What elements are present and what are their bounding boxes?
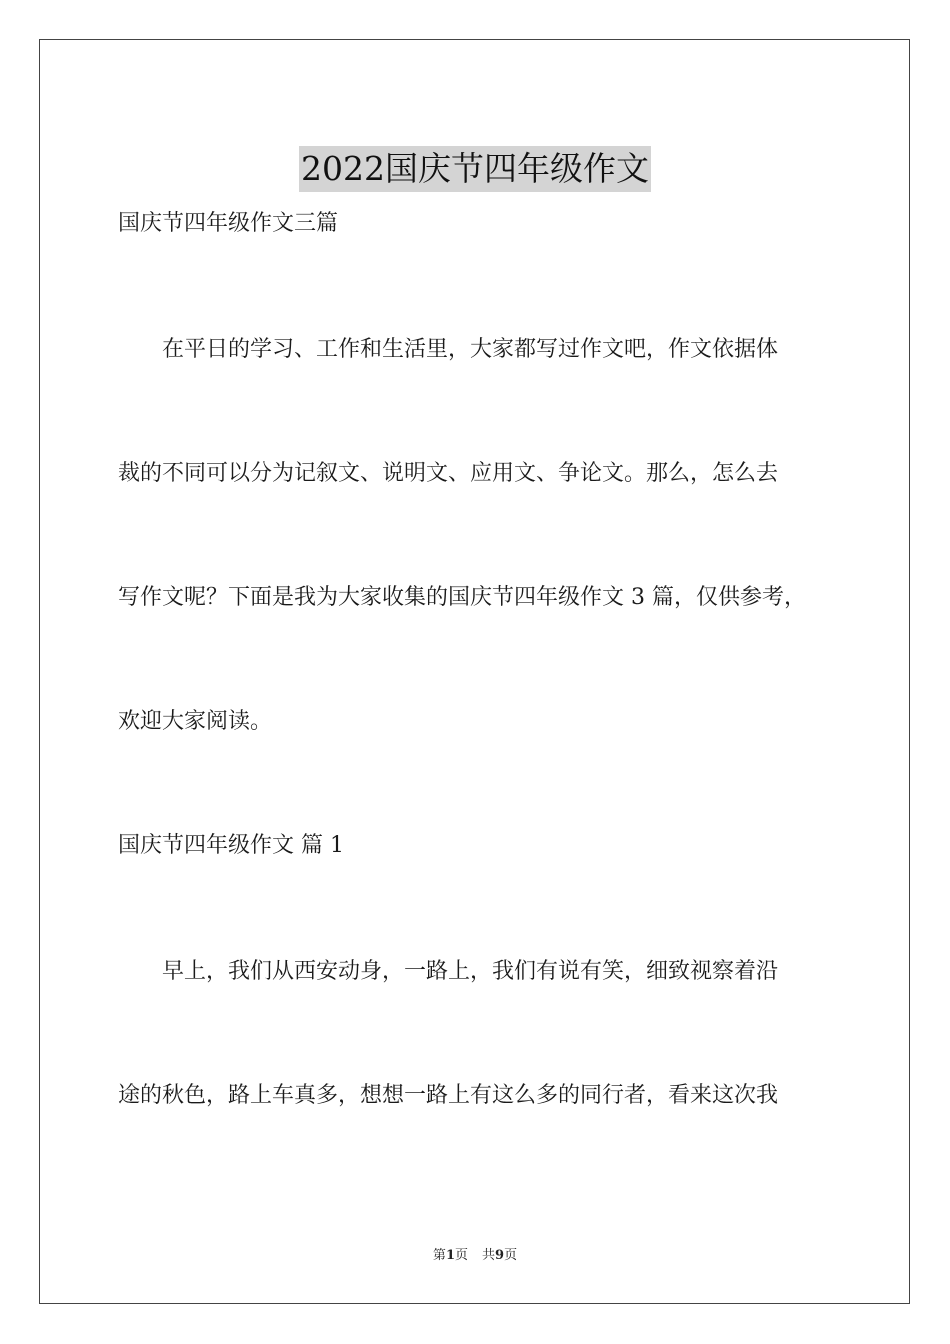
section-heading: 国庆节四年级作文 篇 1	[118, 833, 344, 858]
title-container	[0, 124, 950, 214]
paragraph-line: 写作文呢？下面是我为大家收集的国庆节四年级作文 3 篇，仅供参考，	[118, 585, 806, 610]
document-title: 2022国庆节四年级作文	[299, 146, 651, 192]
paragraph-line: 早上，我们从西安动身，一路上，我们有说有笑，细致视察着沿	[118, 959, 779, 984]
footer-page-current: 1	[445, 1248, 455, 1263]
document-subtitle: 国庆节四年级作文三篇	[118, 211, 339, 236]
paragraph-line: 欢迎大家阅读。	[118, 709, 273, 734]
page-footer	[0, 1246, 950, 1266]
footer-page-total: 9	[495, 1248, 505, 1263]
paragraph-line: 途的秋色，路上车真多，想想一路上有这么多的同行者，看来这次我	[118, 1083, 779, 1108]
paragraph-line: 裁的不同可以分为记叙文、说明文、应用文、争论文。那么，怎么去	[118, 461, 779, 486]
footer-total-prefix: 共	[482, 1248, 496, 1263]
footer-total-unit: 页	[504, 1248, 518, 1263]
paragraph-line: 在平日的学习、工作和生活里，大家都写过作文吧，作文依据体	[118, 337, 779, 362]
footer-page-prefix: 第	[432, 1248, 446, 1263]
footer-page-unit: 页	[454, 1248, 468, 1263]
